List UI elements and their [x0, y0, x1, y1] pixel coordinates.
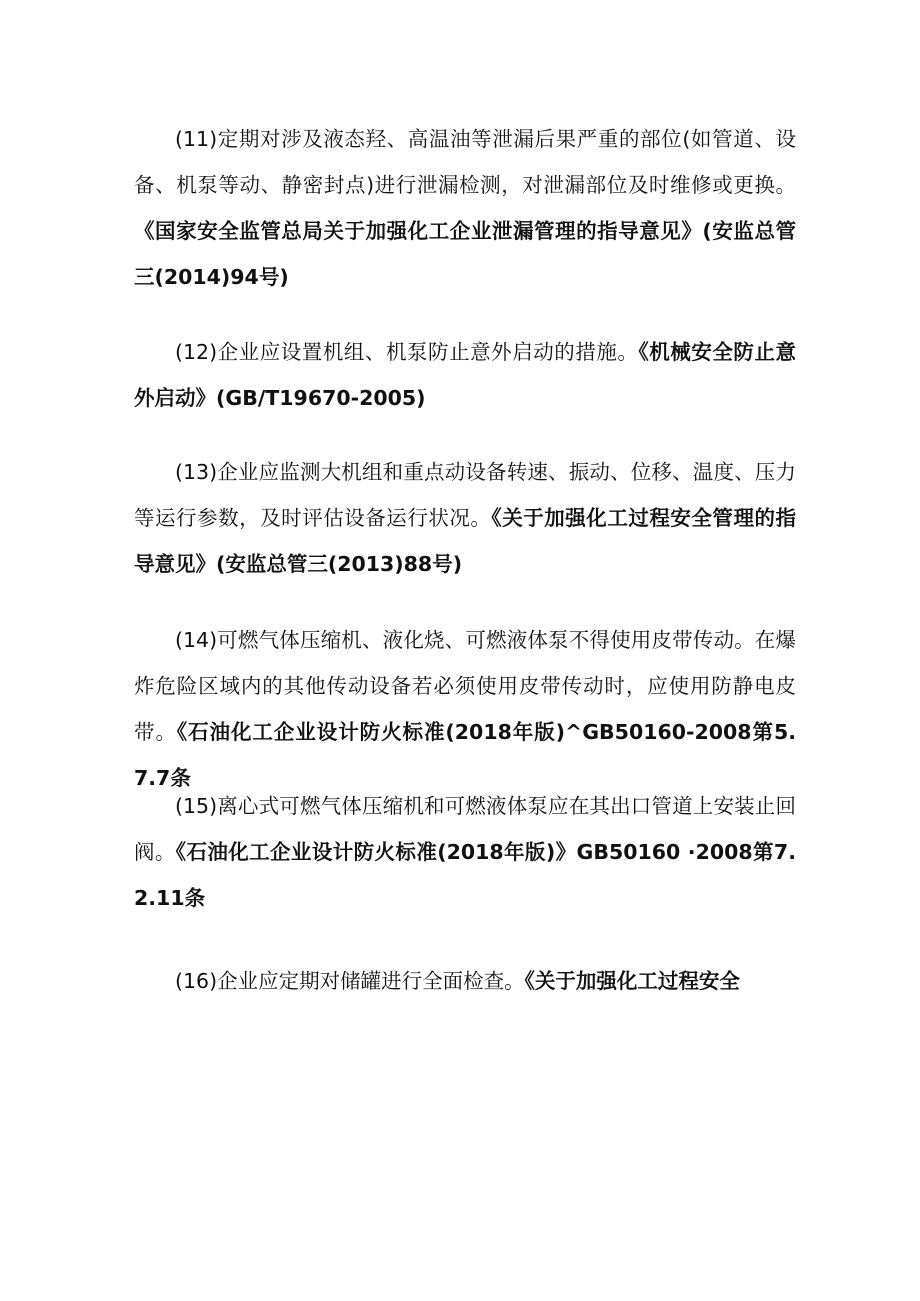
clause-16-text: (16)企业应定期对储罐进行全面检查。: [175, 969, 525, 993]
clause-14-text: (14)可燃气体压缩机、液化烧、可燃液体泵不得使用皮带传动。在爆炸危险区域内的其他传动设备若必须使用皮带传动时，应使用防静电皮带。: [134, 628, 796, 744]
clause-14: [134, 617, 796, 801]
clause-16-reference: 《关于加强化工过程安全: [524, 969, 740, 993]
clause-15: [134, 783, 796, 921]
clause-15-reference: 《石油化工企业设计防火标准(2018年版)》GB50160 ·2008第7.2.11条: [134, 840, 796, 910]
clause-14-reference: 《石油化工企业设计防火标准(2018年版)^GB50160-2008第5.7.7条: [134, 720, 796, 790]
clause-12-text: (12)企业应设置机组、机泵防止意外启动的措施。: [175, 340, 639, 364]
clause-13-text: (13)企业应监测大机组和重点动设备转速、振动、位移、温度、压力等运行参数，及时评估设备运行状况。: [134, 460, 796, 530]
clause-12: [134, 329, 796, 421]
clause-15-text: (15)离心式可燃气体压缩机和可燃液体泵应在其出口管道上安装止回阀。: [134, 794, 796, 864]
clause-11-reference: 《国家安全监管总局关于加强化工企业泄漏管理的指导意见》(安监总管三(2014)94号): [134, 219, 796, 289]
clause-12-reference: 《机械安全防止意外启动》(GB/T19670-2005): [134, 340, 796, 410]
clause-13: [134, 449, 796, 587]
clause-16: [134, 958, 796, 1004]
clause-11: [134, 116, 796, 300]
clause-11-text: (11)定期对涉及液态羟、高温油等泄漏后果严重的部位(如管道、设备、机泵等动、静密封点)进行泄漏检测，对泄漏部位及时维修或更换。: [134, 127, 796, 197]
clause-13-reference: 《关于加强化工过程安全管理的指导意见》(安监总管三(2013)88号): [134, 506, 797, 576]
